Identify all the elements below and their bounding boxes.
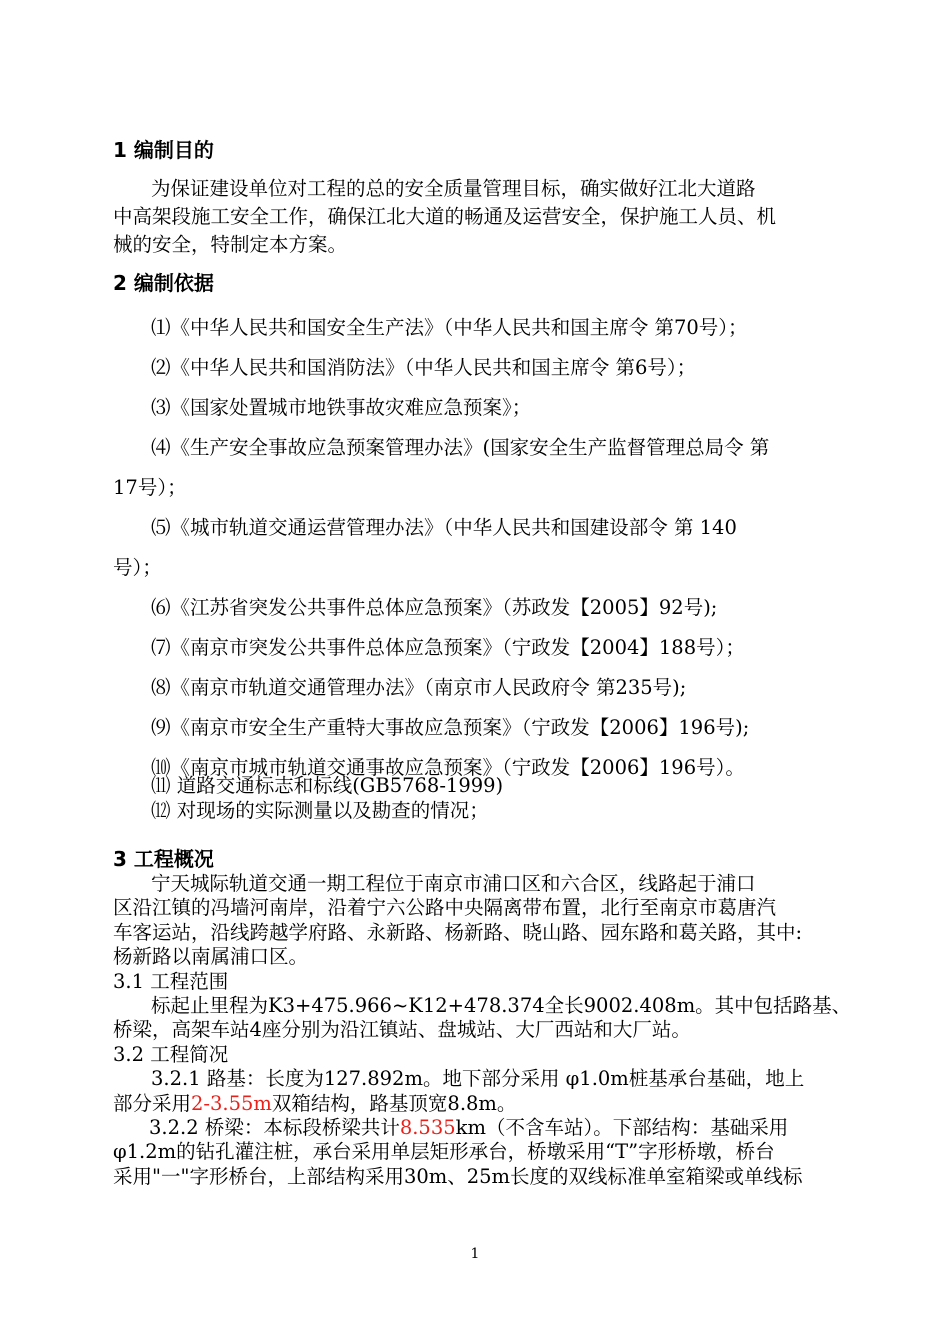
section-1-heading: 1 编制目的 xyxy=(113,138,214,162)
paragraph-line: 械的安全，特制定本方案。 xyxy=(113,233,348,256)
paragraph-line: 3.2.1 路基：长度为127.892m。地下部分采用 φ1.0m桩基承台基础，地上 xyxy=(151,1067,805,1091)
paragraph-line: 中高架段施工安全工作，确保江北大道的畅通及运营安全，保护施工人员、机 xyxy=(113,205,777,228)
reference-item-continuation: 17号）； xyxy=(113,476,187,499)
reference-item: ⑹《江苏省突发公共事件总体应急预案》（苏政发【2005】92号); xyxy=(151,596,718,619)
paragraph-line: 桥梁，高架车站4座分别为沿江镇站、盘城站、大厂西站和大厂站。 xyxy=(113,1018,691,1042)
text-run: 双箱结构，路基顶宽8.8m。 xyxy=(271,1091,517,1115)
reference-item: ⑷《生产安全事故应急预案管理办法》(国家安全生产监督管理总局令 第 xyxy=(151,436,770,459)
paragraph-line: 标起止里程为K3+475.966~K12+478.374全长9002.408m。其中包括路基、 xyxy=(151,994,852,1018)
paragraph-line: 为保证建设单位对工程的总的安全质量管理目标，确实做好江北大道路 xyxy=(151,177,756,200)
paragraph-line xyxy=(113,1092,863,1116)
section-3-heading: 3 工程概况 xyxy=(113,847,214,871)
reference-item: ⑺《南京市突发公共事件总体应急预案》（宁政发【2004】188号）； xyxy=(151,636,745,659)
reference-item: ⑻《南京市轨道交通管理办法》（南京市人民政府令 第235号); xyxy=(151,676,687,699)
reference-item: ⑸《城市轨道交通运营管理办法》（中华人民共和国建设部令 第 140 xyxy=(151,516,737,539)
text-run: 3.2.2 桥梁：本标段桥梁共计 xyxy=(149,1116,400,1140)
reference-list-tail xyxy=(113,773,863,823)
reference-item: ⑴《中华人民共和国安全生产法》（中华人民共和国主席令 第70号）； xyxy=(151,316,748,339)
section-1-body xyxy=(113,175,863,259)
subsection-3-2-heading: 3.2 工程简况 xyxy=(113,1042,229,1066)
text-run: 部分采用 xyxy=(113,1091,192,1115)
paragraph-line: 车客运站，沿线跨越学府路、永新路、杨新路、晓山路、园东路和葛关路，其中: xyxy=(113,920,803,944)
paragraph-line: 宁天城际轨道交通一期工程位于南京市浦口区和六合区，线路起于浦口 xyxy=(151,872,756,895)
paragraph-line: 区沿江镇的冯墙河南岸，沿着宁六公路中央隔离带布置，北行至南京市葛唐汽 xyxy=(113,896,777,920)
section-3-body xyxy=(113,872,863,1189)
paragraph-line xyxy=(113,1116,863,1140)
paragraph-line: 采用"一"字形桥台，上部结构采用30m、25m长度的双线标准单室箱梁或单线标 xyxy=(113,1164,803,1188)
reference-item: ⑿ 对现场的实际测量以及勘查的情况； xyxy=(151,799,489,822)
page-number: 1 xyxy=(470,1246,480,1262)
paragraph-line: φ1.2m的钻孔灌注桩，承台采用单层矩形承台，桥墩采用“T”字形桥墩，桥台 xyxy=(113,1140,775,1164)
reference-item: ⑵《中华人民共和国消防法》（中华人民共和国主席令 第6号）； xyxy=(151,356,697,379)
reference-item: ⑶《国家处置城市地铁事故灾难应急预案》； xyxy=(151,396,532,419)
reference-item: ⑼《南京市安全生产重特大事故应急预案》（宁政发【2006】196号); xyxy=(151,716,750,739)
reference-list xyxy=(113,308,863,788)
section-2-heading: 2 编制依据 xyxy=(113,271,214,295)
highlighted-value: 8.535 xyxy=(399,1116,456,1140)
reference-item: ⑾ 道路交通标志和标线(GB5768-1999) xyxy=(151,774,504,797)
reference-item: ⑽《南京市城市轨道交通事故应急预案》（宁政发【2006】196号）。 xyxy=(151,756,745,779)
paragraph-line: 杨新路以南属浦口区。 xyxy=(113,945,309,969)
subsection-3-1-heading: 3.1 工程范围 xyxy=(113,969,229,993)
reference-item-continuation: 号）； xyxy=(113,556,162,579)
text-run: km（不含车站）。下部结构：基础采用 xyxy=(455,1116,789,1140)
highlighted-value: 2-3.55m xyxy=(191,1091,272,1115)
